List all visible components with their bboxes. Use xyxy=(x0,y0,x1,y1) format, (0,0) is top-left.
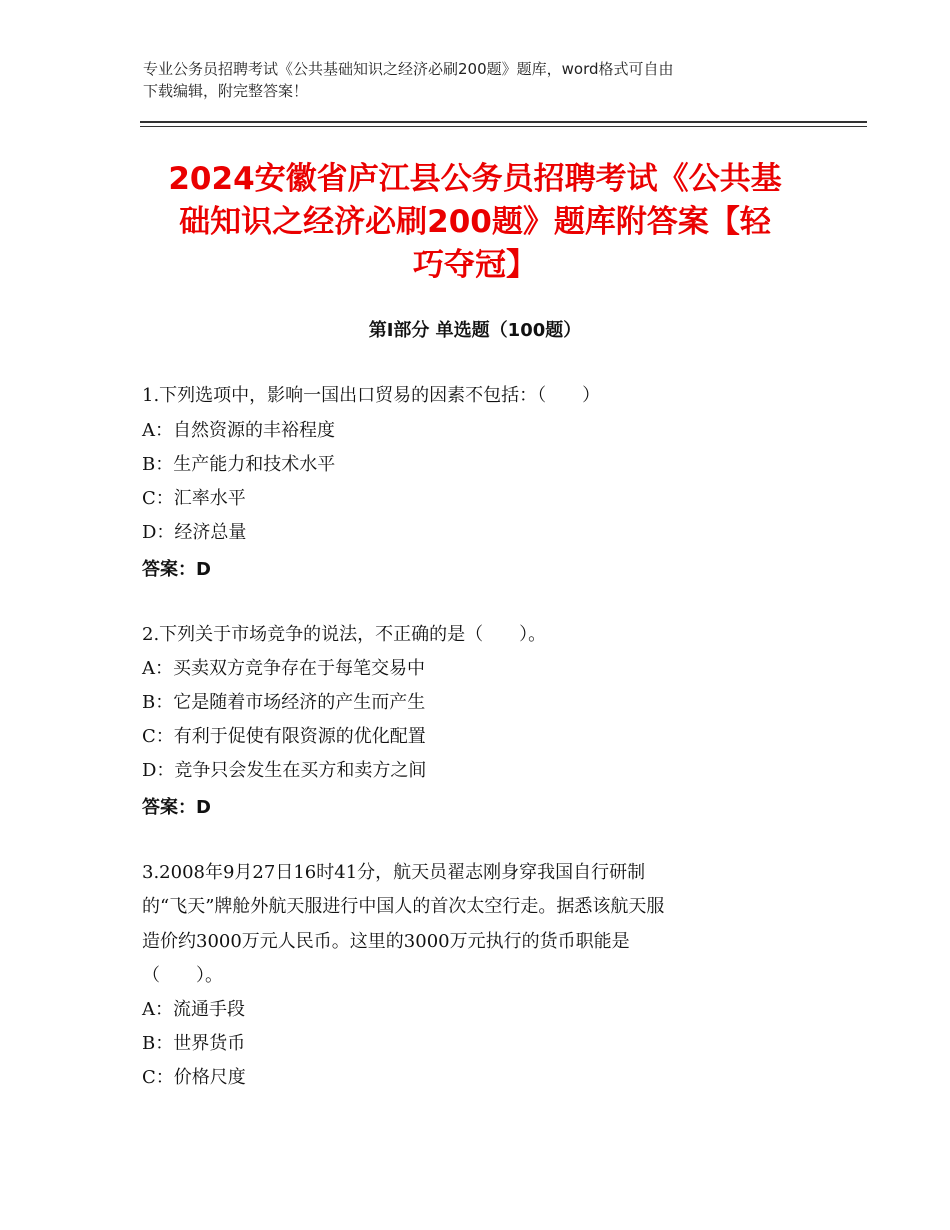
question-3-option-b: B：世界货币 xyxy=(142,1033,246,1054)
question-3-stem-line-4: （ ）。 xyxy=(142,965,223,986)
document-title xyxy=(130,158,820,287)
question-1-stem: 1.下列选项中，影响一国出口贸易的因素不包括：（ ） xyxy=(142,385,601,406)
header-line-1: 专业公务员招聘考试《公共基础知识之经济必刷200题》题库，word格式可自由 xyxy=(143,60,674,78)
title-line-3: 巧夺冠】 xyxy=(413,247,537,283)
question-1-option-a: A：自然资源的丰裕程度 xyxy=(142,420,335,441)
question-1-answer: 答案：D xyxy=(142,559,211,580)
question-3-option-a: A：流通手段 xyxy=(142,999,245,1020)
title-line-2: 础知识之经济必刷200题》题库附答案【轻 xyxy=(179,204,771,240)
question-2-answer: 答案：D xyxy=(142,797,211,818)
page-header xyxy=(143,58,808,102)
question-3-stem-line-2: 的“飞天”牌舱外航天服进行中国人的首次太空行走。据悉该航天服 xyxy=(142,896,665,917)
question-1-option-d: D：经济总量 xyxy=(142,522,247,543)
header-line-2: 下载编辑，附完整答案！ xyxy=(143,82,309,100)
question-2-option-c: C：有利于促使有限资源的优化配置 xyxy=(142,726,426,747)
question-2-option-a: A：买卖双方竞争存在于每笔交易中 xyxy=(142,658,425,679)
question-3-stem-line-1: 3.2008年9月27日16时41分，航天员翟志刚身穿我国自行研制 xyxy=(142,862,646,883)
question-3-option-c: C：价格尺度 xyxy=(142,1067,246,1088)
header-rule-thick xyxy=(140,121,867,123)
question-2-option-d: D：竞争只会发生在买方和卖方之间 xyxy=(142,760,427,781)
question-3-stem-line-3: 造价约3000万元人民币。这里的3000万元执行的货币职能是 xyxy=(142,931,630,952)
title-line-1: 2024安徽省庐江县公务员招聘考试《公共基 xyxy=(168,161,782,197)
header-rule-thin xyxy=(140,126,867,127)
section-title: 第Ⅰ部分 单选题（100题） xyxy=(368,320,582,341)
question-1-option-c: C：汇率水平 xyxy=(142,488,246,509)
question-2-option-b: B：它是随着市场经济的产生而产生 xyxy=(142,692,426,713)
question-2-stem: 2.下列关于市场竞争的说法，不正确的是（ ）。 xyxy=(142,624,547,645)
question-1-option-b: B：生产能力和技术水平 xyxy=(142,454,336,475)
